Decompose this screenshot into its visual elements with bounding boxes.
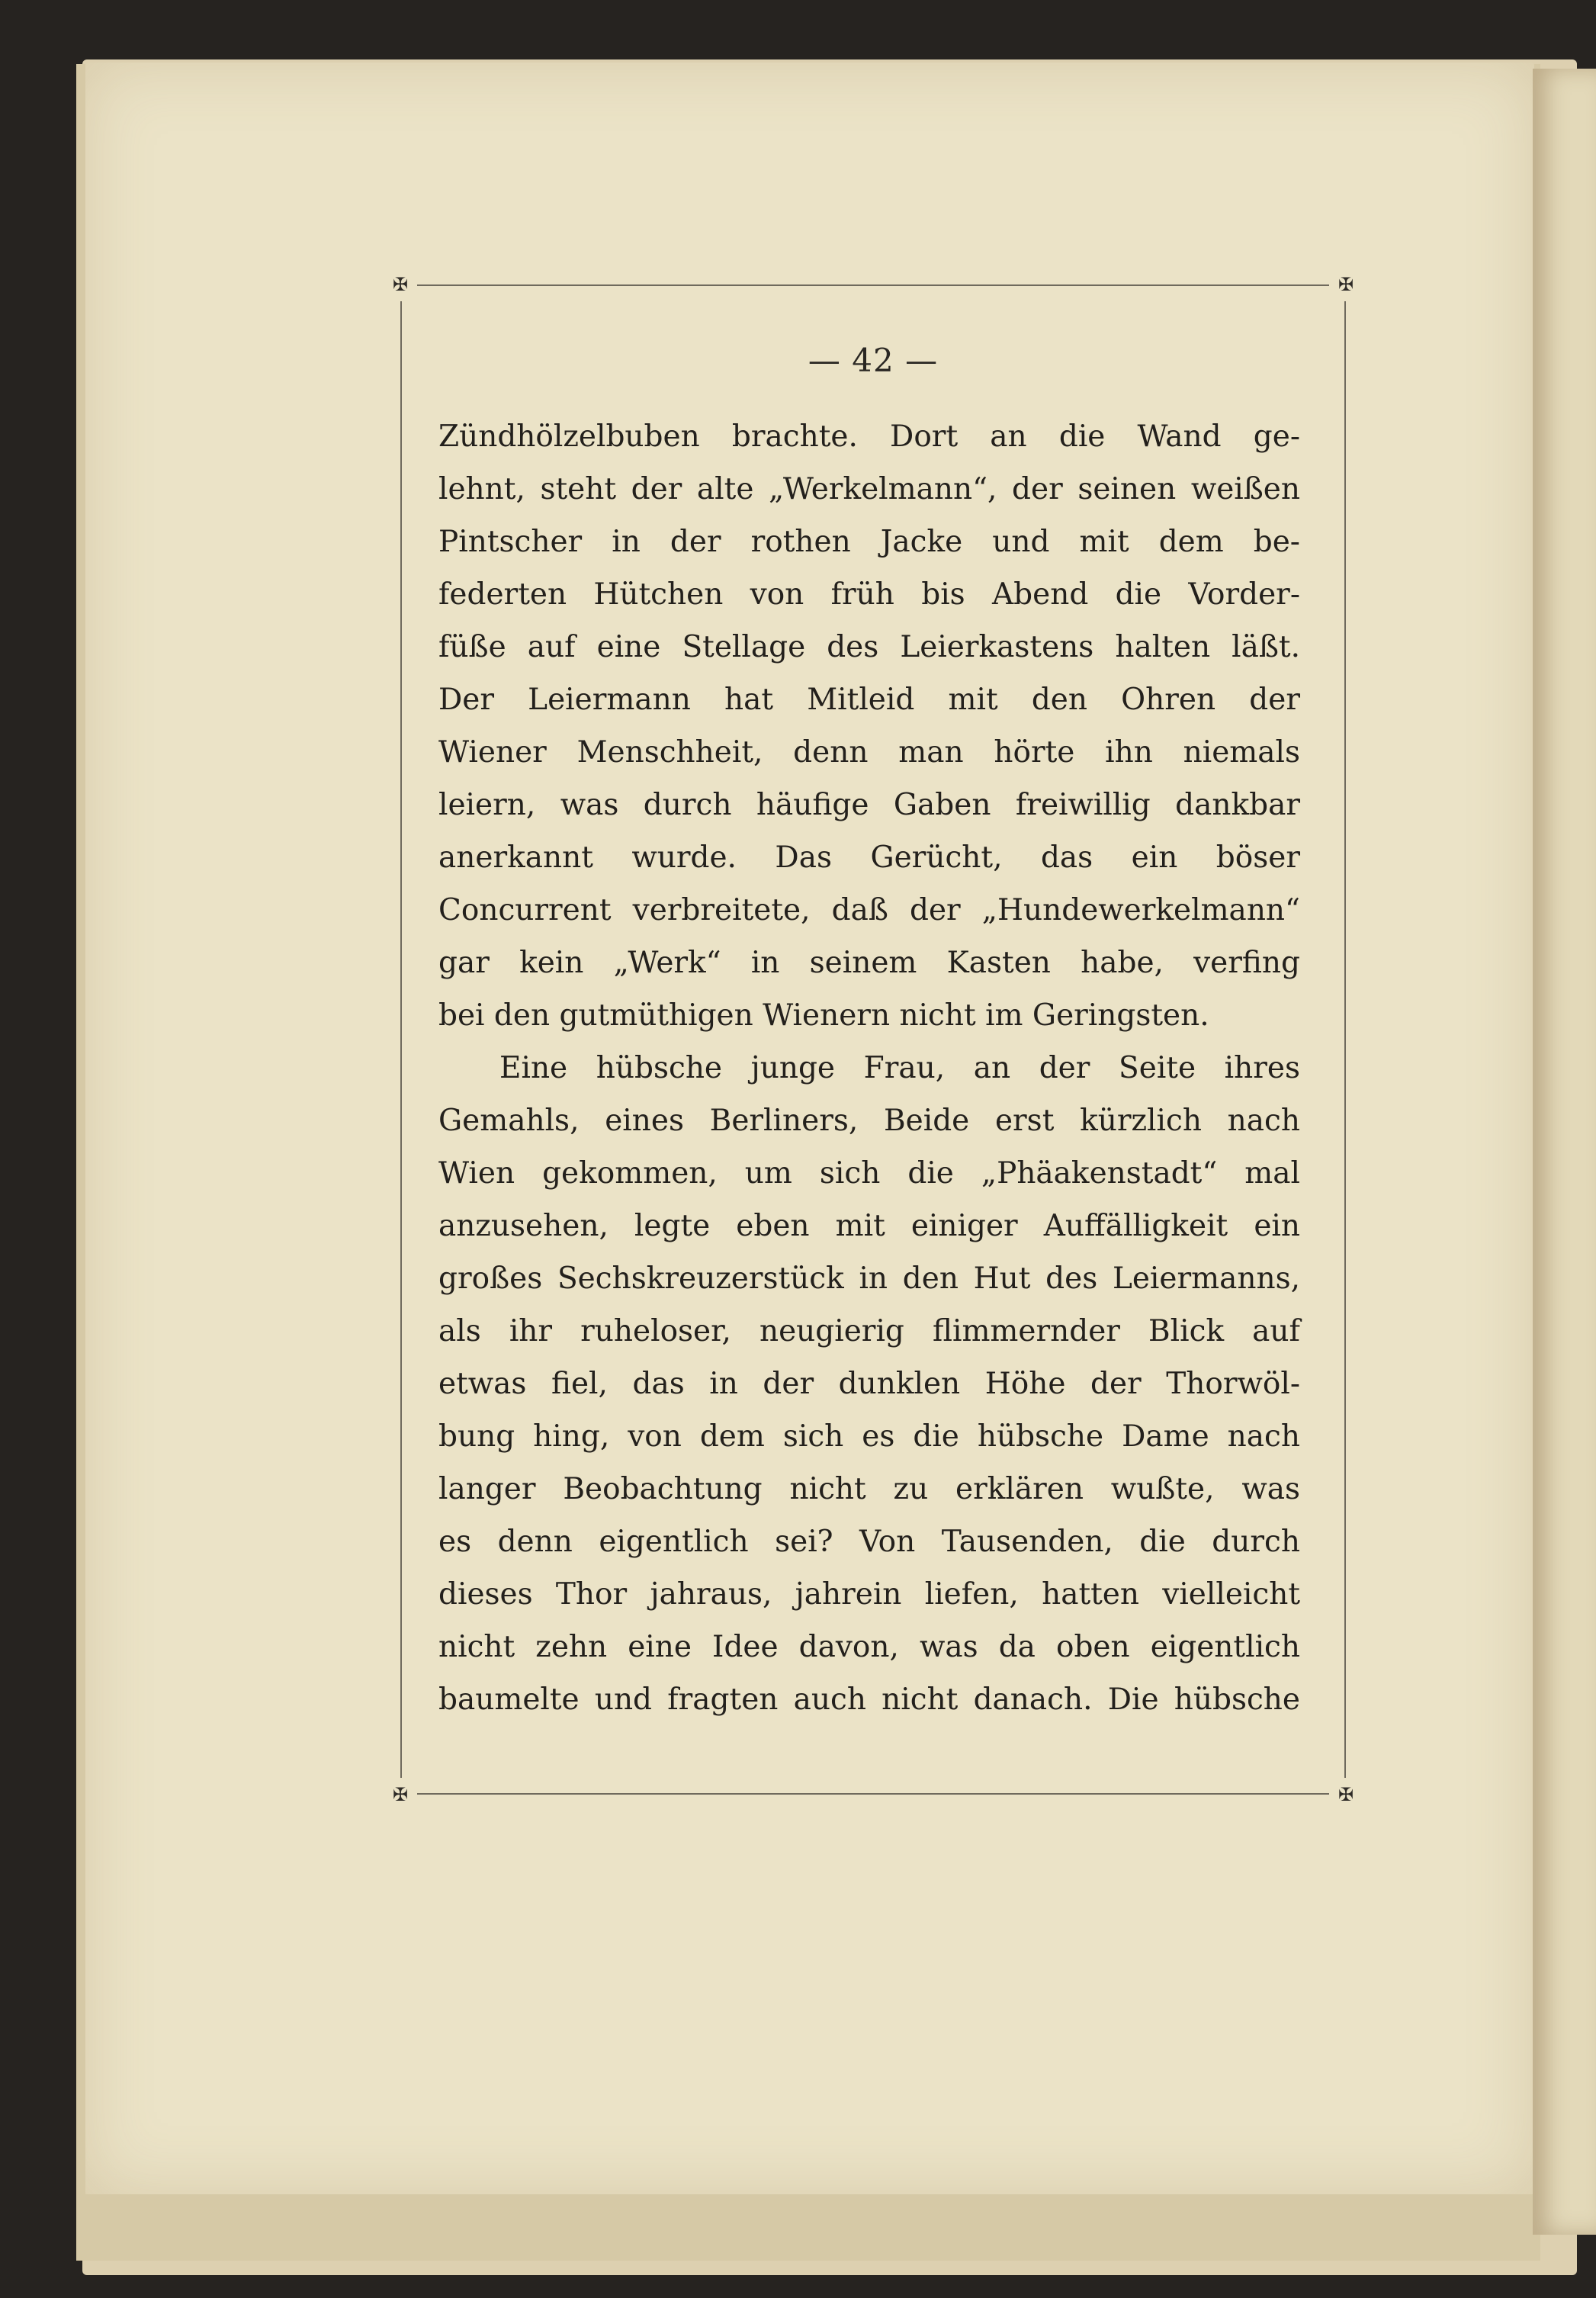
text-line: federten Hütchen von früh bis Abend die Vorder- xyxy=(438,577,1300,612)
corner-ornament-icon: ✠ xyxy=(1337,274,1354,295)
corner-ornament-icon: ✠ xyxy=(392,274,409,295)
text-line: baumelte und fragten auch nicht danach. Die hübsche xyxy=(438,1683,1300,1717)
text-line: anerkannt wurde. Das Gerücht, das ein böser xyxy=(438,840,1300,875)
text-line: dieses Thor jahraus, jahrein liefen, hatten vielleicht xyxy=(438,1577,1300,1612)
frame-rule-top xyxy=(417,284,1329,286)
page-number: — 42 — xyxy=(808,342,939,379)
frame-rule-bottom xyxy=(417,1793,1329,1795)
text-line: lehnt, steht der alte „Werkelmann“, der seinen weißen xyxy=(438,472,1300,506)
text-line: Der Leiermann hat Mitleid mit den Ohren der xyxy=(438,683,1300,717)
text-line: leiern, was durch häufige Gaben freiwillig dankbar xyxy=(438,788,1300,822)
frame-rule-right xyxy=(1344,301,1346,1778)
text-line: anzusehen, legte eben mit einiger Auffälligkeit ein xyxy=(438,1209,1300,1243)
corner-ornament-icon: ✠ xyxy=(1337,1784,1354,1805)
text-line: es denn eigentlich sei? Von Tausenden, die durch xyxy=(438,1525,1300,1559)
text-line: bung hing, von dem sich es die hübsche Dame nach xyxy=(438,1419,1300,1454)
frame-rule-left xyxy=(400,301,402,1778)
facing-page-edge xyxy=(1533,69,1596,2235)
text-line: Gemahls, eines Berliners, Beide erst kürzlich nach xyxy=(438,1104,1300,1138)
text-frame xyxy=(392,274,1354,1805)
text-line: Wiener Menschheit, denn man hörte ihn niemals xyxy=(438,735,1300,770)
corner-ornament-icon: ✠ xyxy=(392,1784,409,1805)
paragraph-start-line: Eine hübsche junge Frau, an der Seite ihres xyxy=(499,1051,1300,1085)
text-line: Pintscher in der rothen Jacke und mit dem be- xyxy=(438,525,1300,559)
text-line: etwas fiel, das in der dunklen Höhe der Thorwöl- xyxy=(438,1367,1300,1401)
text-line: bei den gutmüthigen Wienern nicht im Geringsten. xyxy=(438,998,1209,1033)
text-line: großes Sechskreuzerstück in den Hut des Leiermanns, xyxy=(438,1261,1300,1296)
text-line: als ihr ruheloser, neugierig flimmernder Blick auf xyxy=(438,1314,1300,1348)
text-line: gar kein „Werk“ in seinem Kasten habe, verfing xyxy=(438,946,1300,980)
text-line: Zündhölzelbuben brachte. Dort an die Wand ge- xyxy=(438,419,1300,454)
text-line: langer Beobachtung nicht zu erklären wußte, was xyxy=(438,1472,1300,1506)
text-line: Wien gekommen, um sich die „Phäakenstadt“ mal xyxy=(438,1156,1300,1191)
text-line: Concurrent verbreitete, daß der „Hundewerkelmann“ xyxy=(438,893,1300,927)
body-text xyxy=(438,410,1300,1726)
text-line: nicht zehn eine Idee davon, was da oben eigentlich xyxy=(438,1630,1300,1664)
text-line: füße auf eine Stellage des Leierkastens halten läßt. xyxy=(438,630,1300,664)
